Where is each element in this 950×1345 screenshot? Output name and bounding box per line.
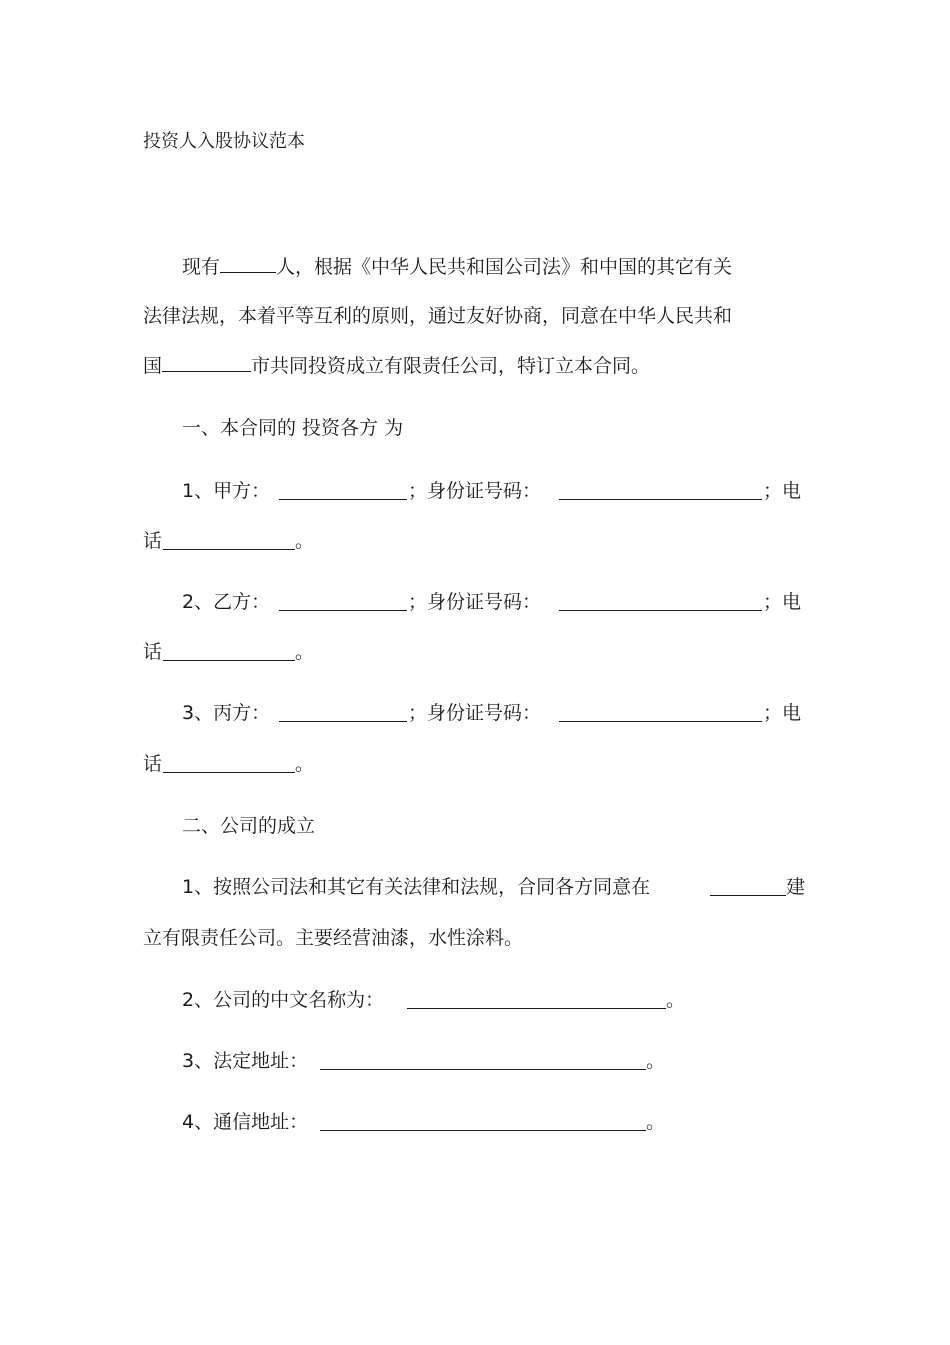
party-1-end: 。 [295, 530, 315, 552]
party-2-id-label: ；身份证号码： [408, 591, 542, 613]
party-1-phone-label: ；电 [763, 480, 802, 502]
party-1-name-blank[interactable] [279, 499, 407, 500]
legal-address-blank[interactable] [320, 1069, 646, 1070]
item-1-text-end: 建 [786, 876, 806, 898]
item-3-label: 3、法定地址： [182, 1050, 309, 1072]
intro-text: 市共同投资成立有限责任公司，特订立本合同。 [251, 355, 651, 377]
item-3-end: 。 [646, 1050, 666, 1072]
section-1-heading: 一、本合同的 投资各方 为 [182, 417, 404, 439]
party-3-label: 3、丙方： [182, 702, 271, 724]
party-3-name-blank[interactable] [279, 721, 407, 722]
party-3-id-label: ；身份证号码： [408, 702, 542, 724]
party-1-phone-label-cont: 话 [143, 530, 163, 552]
item-2-end: 。 [666, 989, 686, 1011]
party-2-end: 。 [295, 641, 315, 663]
page-title: 投资人入股协议范本 [143, 131, 305, 152]
section-2-heading: 二、公司的成立 [182, 815, 316, 837]
party-count-blank[interactable] [220, 254, 276, 273]
item-1-text: 1、按照公司法和其它有关法律和法规，合同各方同意在 [182, 876, 651, 898]
intro-text: 人，根据《中华人民共和国公司法》和中国的其它有关 [276, 256, 733, 278]
party-1-id-blank[interactable] [559, 499, 762, 500]
item-4-label: 4、通信地址： [182, 1111, 309, 1133]
item-4-end: 。 [646, 1111, 666, 1133]
party-2-id-blank[interactable] [559, 610, 762, 611]
item-1-location-blank[interactable] [710, 895, 786, 896]
party-1-phone-blank[interactable] [163, 549, 295, 550]
mailing-address-blank[interactable] [320, 1130, 646, 1131]
company-name-blank[interactable] [407, 1008, 666, 1009]
item-1-text-cont: 立有限责任公司。主要经营油漆，水性涂料。 [143, 927, 524, 949]
intro-line-1 [182, 254, 732, 280]
party-2-name-blank[interactable] [279, 610, 407, 611]
party-3-id-blank[interactable] [559, 721, 762, 722]
party-3-phone-label: ；电 [763, 702, 802, 724]
party-2-phone-label: ；电 [763, 591, 802, 613]
party-3-phone-blank[interactable] [163, 772, 295, 773]
intro-line-2: 法律法规，本着平等互利的原则，通过友好协商，同意在中华人民共和 [143, 305, 733, 327]
party-2-phone-blank[interactable] [163, 660, 295, 661]
party-3-phone-label-cont: 话 [143, 753, 163, 775]
party-3-end: 。 [295, 753, 315, 775]
city-blank[interactable] [162, 353, 251, 372]
party-1-id-label: ；身份证号码： [408, 480, 542, 502]
party-2-phone-label-cont: 话 [143, 641, 163, 663]
intro-text: 现有 [182, 256, 221, 278]
item-2-label: 2、公司的中文名称为： [182, 989, 385, 1011]
party-2-label: 2、乙方： [182, 591, 271, 613]
party-1-label: 1、甲方： [182, 480, 271, 502]
intro-line-3 [143, 353, 650, 379]
intro-text: 国 [143, 355, 163, 377]
